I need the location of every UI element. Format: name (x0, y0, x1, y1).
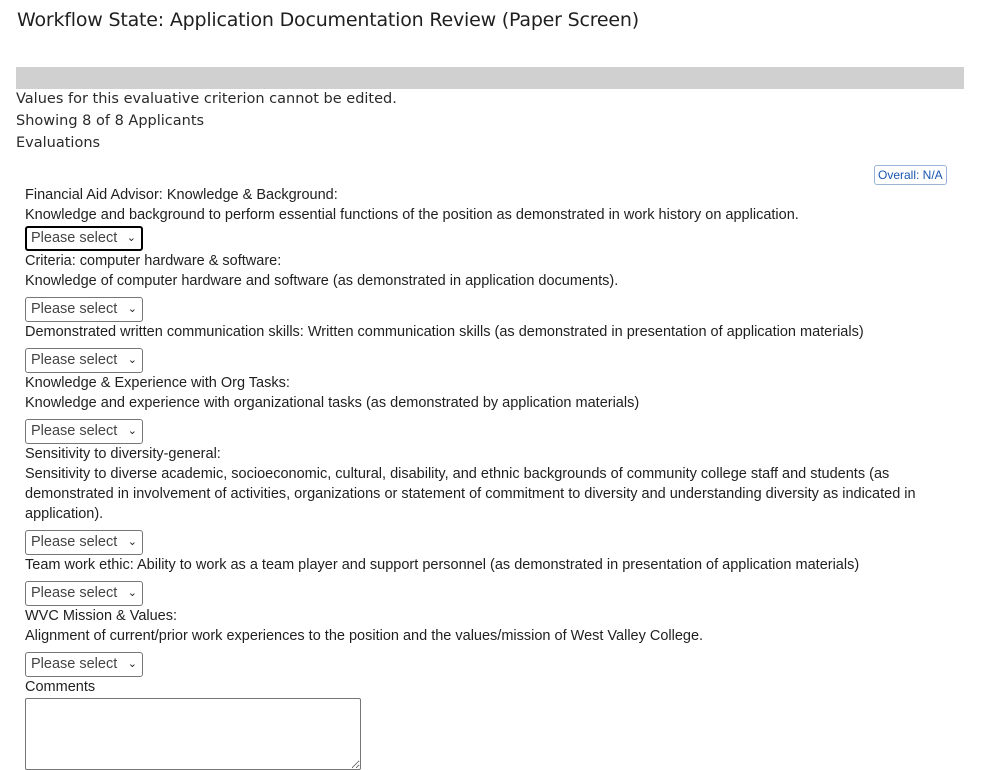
chevron-down-icon: ⌄ (127, 354, 137, 366)
select-value: Please select (31, 534, 118, 550)
chevron-down-icon: ⌄ (127, 303, 137, 315)
criterion-description: Sensitivity to diverse academic, socioeconomic, cultural, disability, and ethnic backgrounds of community college staff and students (as demonstrated in involvement of activities, organizations or statement of commitment to diversity and understanding diversity as indicated in application). (25, 466, 916, 522)
criterion-select[interactable] (25, 530, 143, 555)
comments-textarea[interactable] (25, 698, 361, 770)
criterion-title: Sensitivity to diversity-general: (25, 446, 221, 462)
chevron-down-icon: ⌄ (127, 425, 137, 437)
select-value: Please select (31, 585, 118, 601)
criterion-select[interactable] (25, 652, 143, 677)
criterion-title: WVC Mission & Values: (25, 608, 178, 624)
criterion-select[interactable] (25, 226, 143, 251)
criterion-description: Knowledge of computer hardware and software (as demonstrated in application documents). (25, 273, 619, 289)
select-value: Please select (31, 423, 118, 439)
select-value: Please select (31, 301, 118, 317)
info-evaluations: Evaluations (16, 135, 101, 151)
progress-bar (16, 67, 964, 89)
select-value: Please select (31, 230, 118, 246)
criterion-description: Alignment of current/prior work experiences to the position and the values/mission of West Valley College. (25, 628, 704, 644)
criterion-select[interactable] (25, 348, 143, 373)
overall-score-badge[interactable]: Overall: N/A (874, 165, 947, 185)
select-value: Please select (31, 352, 118, 368)
info-not-editable: Values for this evaluative criterion cannot be edited. (16, 91, 397, 107)
criterion-select[interactable] (25, 581, 143, 606)
evaluation-form (25, 185, 955, 770)
comments-label: Comments (25, 679, 96, 695)
criterion-title: Financial Aid Advisor: Knowledge & Background: (25, 187, 338, 203)
criterion-title: Team work ethic: Ability to work as a team player and support personnel (as demonstrated in presentation of application materials) (25, 557, 860, 573)
select-value: Please select (31, 656, 118, 672)
chevron-down-icon: ⌄ (127, 536, 137, 548)
chevron-down-icon: ⌄ (127, 658, 137, 670)
criterion-description: Knowledge and experience with organizational tasks (as demonstrated by application materials) (25, 395, 640, 411)
chevron-down-icon: ⌄ (127, 587, 137, 599)
criterion-title: Demonstrated written communication skills: Written communication skills (as demonstrated in presentation of application materials) (25, 324, 864, 340)
criterion-title: Knowledge & Experience with Org Tasks: (25, 375, 290, 391)
criterion-select[interactable] (25, 297, 143, 322)
criterion-description: Knowledge and background to perform essential functions of the position as demonstrated in work history on application. (25, 207, 799, 223)
page-title: Workflow State: Application Documentation Review (Paper Screen) (17, 9, 639, 31)
chevron-down-icon: ⌄ (126, 232, 136, 244)
criterion-title: Criteria: computer hardware & software: (25, 253, 282, 269)
info-showing-count: Showing 8 of 8 Applicants (16, 113, 205, 129)
criterion-select[interactable] (25, 419, 143, 444)
